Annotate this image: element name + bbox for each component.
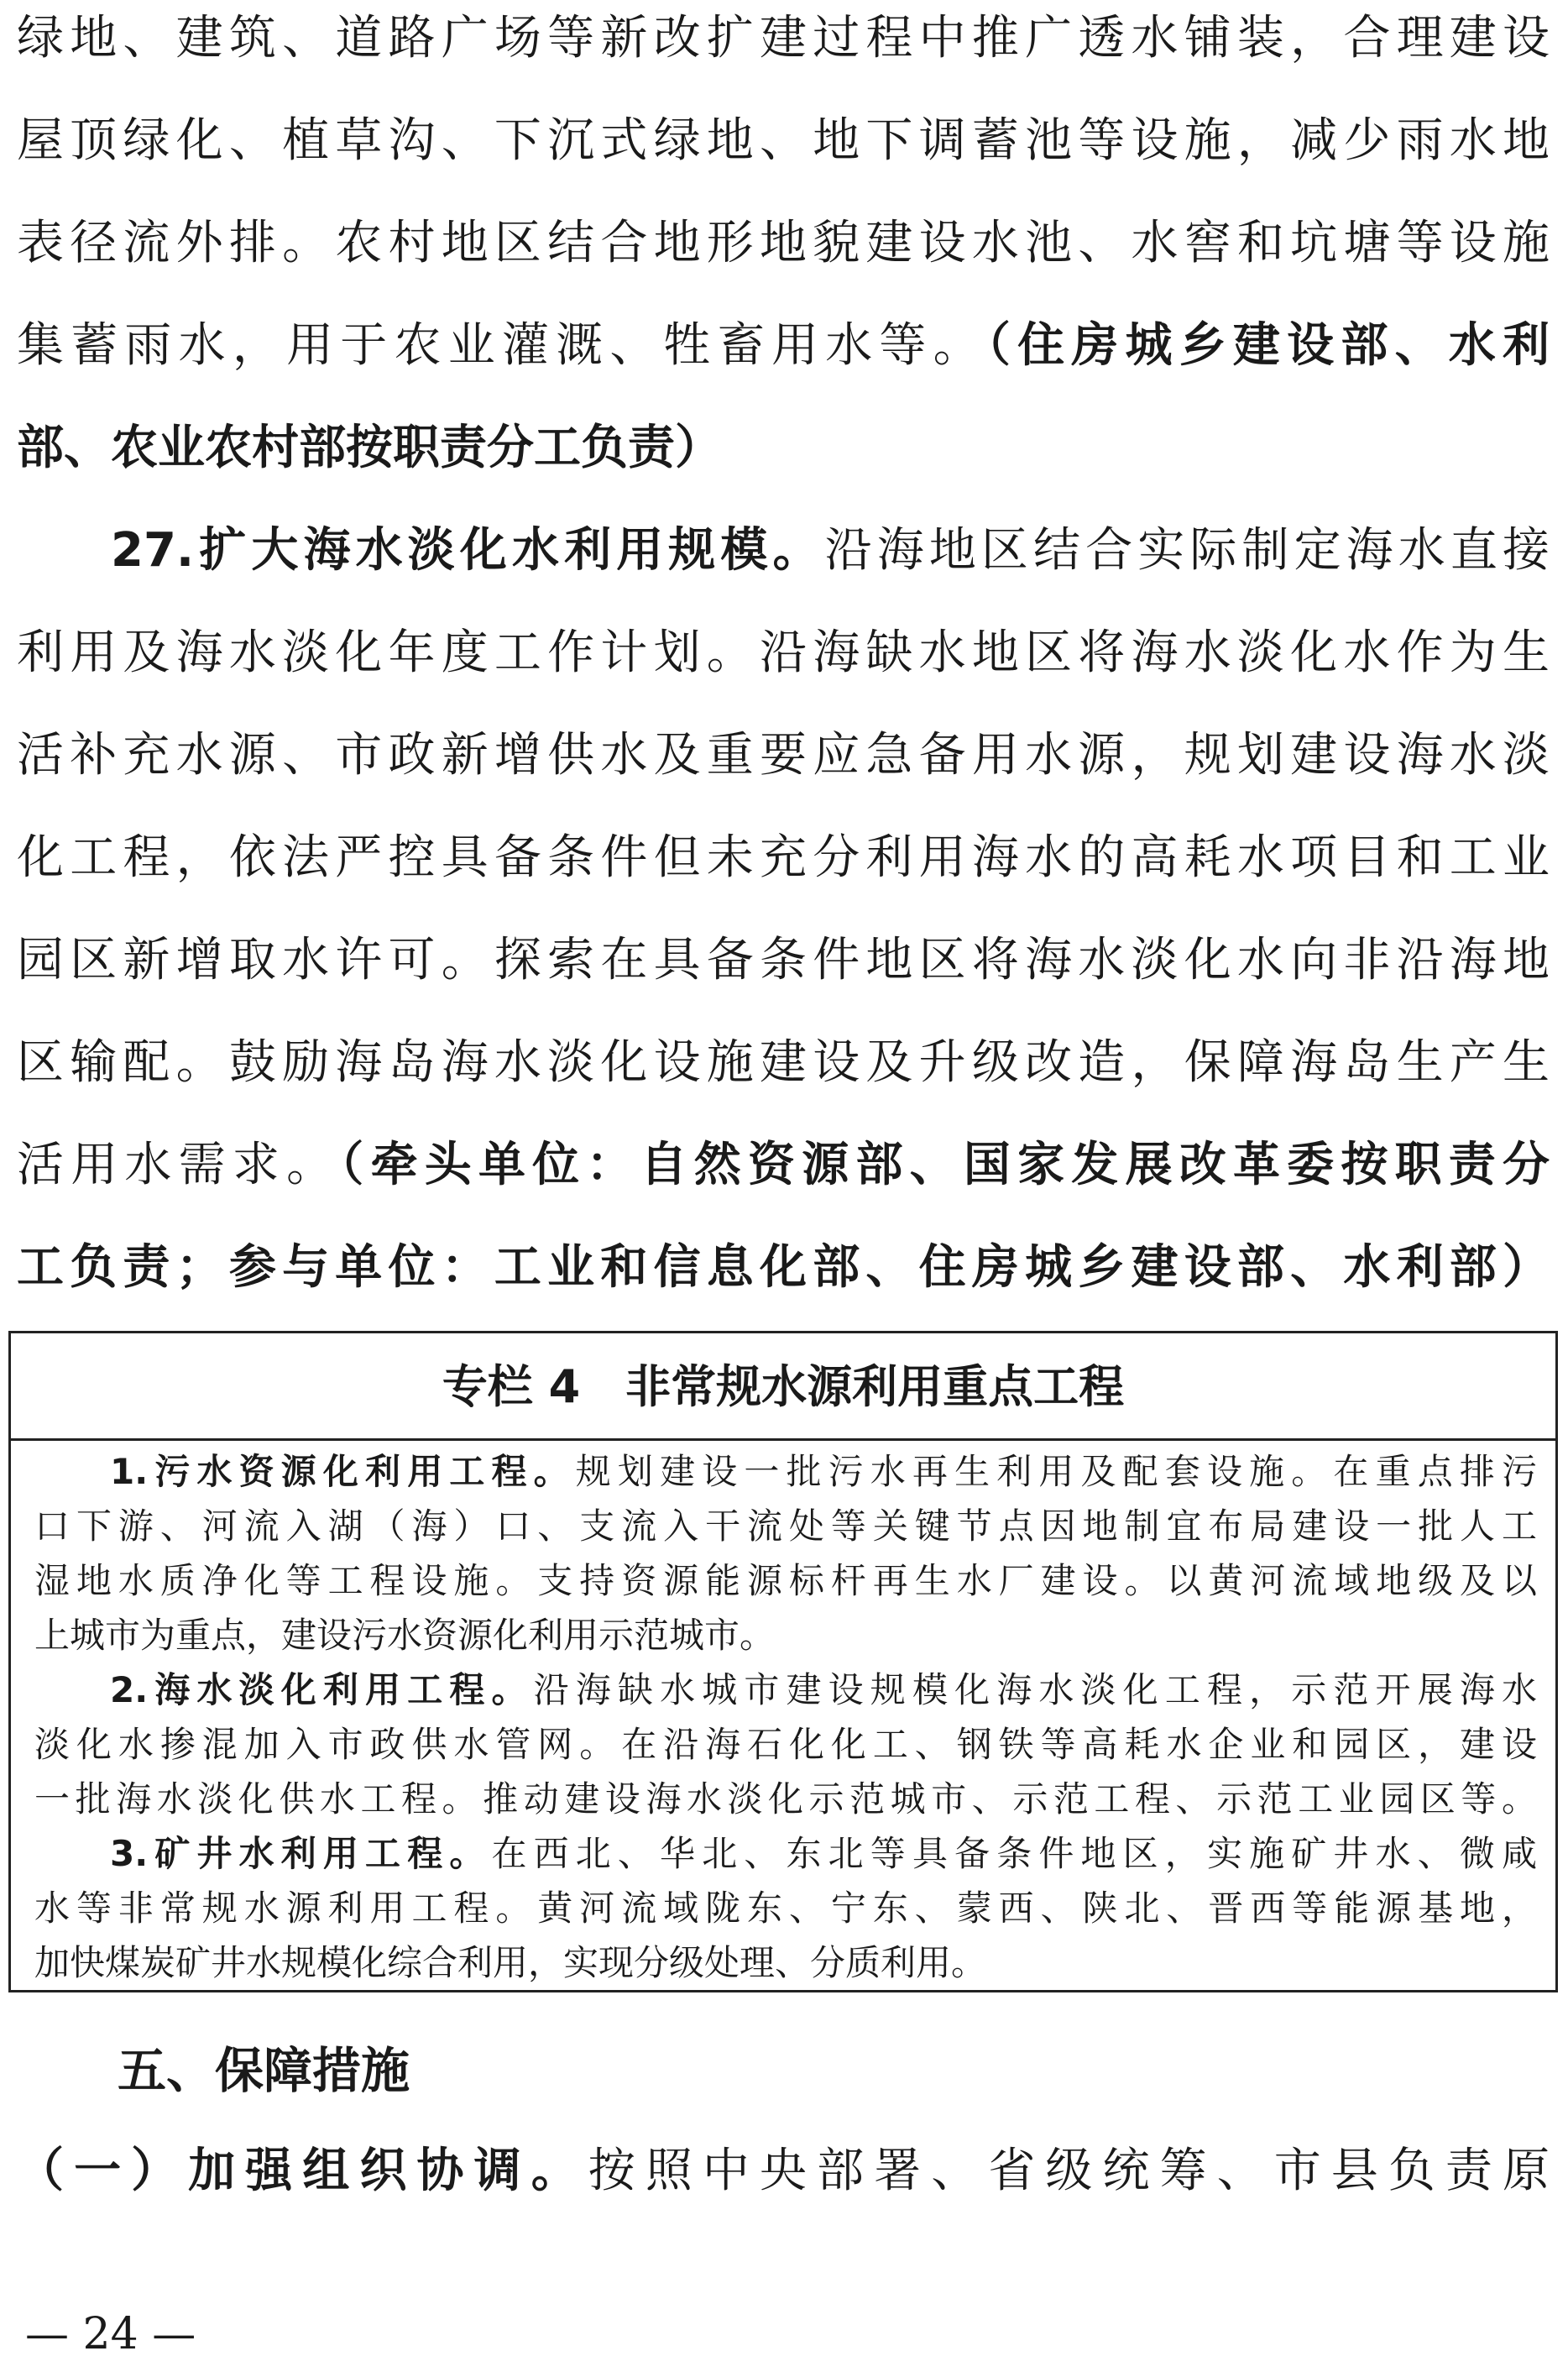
box-text: 沿海缺水城市建设规模化海水淡化工程，示范开展海水 xyxy=(533,1669,1537,1710)
box-text-line: 湿地水质净化等工程设施。支持资源能源标杆再生水厂建设。以黄河流域地级及以 xyxy=(34,1560,1537,1601)
body-text-line: 屋顶绿化、植草沟、下沉式绿地、地下调蓄池等设施，减少雨水地 xyxy=(17,113,1550,168)
box-item-2-first-line xyxy=(110,1668,1537,1713)
responsibility-note: 工负责；参与单位：工业和信息化部、住房城乡建设部、水利部） xyxy=(17,1240,1550,1295)
item-27-first-line xyxy=(111,512,1550,589)
page-number: — 24 — xyxy=(25,2309,196,2359)
box-item-1-first-line xyxy=(110,1449,1537,1495)
box-text-line: 一批海水淡化供水工程。推动建设海水淡化示范城市、示范工程、示范工业园区等。 xyxy=(34,1778,1537,1820)
responsibility-note: （住房城乡建设部、水利 xyxy=(986,318,1550,373)
body-text-line: 区输配。鼓励海岛海水淡化设施建设及升级改造，保障海岛生产生 xyxy=(17,1035,1550,1090)
responsibility-note: （牵头单位：自然资源部、国家发展改革委按职责分 xyxy=(340,1138,1550,1192)
item-27-title: 27.扩大海水淡化水利用规模。 xyxy=(111,523,825,578)
box-item-2-title: 2.海水淡化利用工程。 xyxy=(110,1669,534,1710)
body-text-line: 绿地、建筑、道路广场等新改扩建过程中推广透水铺装，合理建设 xyxy=(17,11,1550,65)
box-item-1-title: 1.污水资源化利用工程。 xyxy=(110,1451,576,1492)
body-text-line: 表径流外排。农村地区结合地形地貌建设水池、水窖和坑塘等设施 xyxy=(17,216,1550,270)
body-text-line: 利用及海水淡化年度工作计划。沿海缺水地区将海水淡化水作为生 xyxy=(17,626,1550,680)
subsection-first-line xyxy=(17,2133,1550,2210)
box-text-line: 口下游、河流入湖（海）口、支流入干流处等关键节点因地制宜布局建设一批人工 xyxy=(34,1505,1537,1547)
box-text-line: 加快煤炭矿井水规模化综合利用，实现分级处理、分质利用。 xyxy=(34,1942,987,1983)
subsection-title: （一）加强组织协调。 xyxy=(17,2144,588,2198)
box-text-line: 上城市为重点，建设污水资源化利用示范城市。 xyxy=(34,1615,776,1656)
box-item-3-title: 3.矿井水利用工程。 xyxy=(110,1833,492,1874)
body-text-line: 化工程，依法严控具备条件但未充分利用海水的高耗水项目和工业 xyxy=(17,830,1550,885)
body-text: 沿海地区结合实际制定海水直接 xyxy=(824,523,1550,578)
box-text: 在西北、华北、东北等具备条件地区，实施矿井水、微咸 xyxy=(491,1833,1537,1874)
section-heading: 五、保障措施 xyxy=(118,2042,410,2099)
column-box-title: 专栏 4 非常规水源利用重点工程 xyxy=(11,1333,1555,1441)
box-text: 规划建设一批污水再生利用及配套设施。在重点排污 xyxy=(575,1451,1537,1492)
body-text: 按照中央部署、省级统筹、市县负责原 xyxy=(588,2144,1550,2198)
column-box xyxy=(8,1331,1558,1992)
body-text: 集蓄雨水，用于农业灌溉、牲畜用水等。 xyxy=(17,318,987,373)
body-text-line: 园区新增取水许可。探索在具备条件地区将海水淡化水向非沿海地 xyxy=(17,933,1550,987)
body-text-line xyxy=(17,307,1550,385)
body-text: 活用水需求。 xyxy=(17,1138,341,1192)
box-item-3-first-line xyxy=(110,1831,1537,1877)
box-text-line: 淡化水掺混加入市政供水管网。在沿海石化化工、钢铁等高耗水企业和园区，建设 xyxy=(34,1724,1537,1765)
responsibility-note: 部、农业农村部按职责分工负责） xyxy=(17,421,722,475)
body-text-line xyxy=(17,1127,1550,1204)
box-text-line: 水等非常规水源利用工程。黄河流域陇东、宁东、蒙西、陕北、晋西等能源基地， xyxy=(34,1888,1537,1929)
body-text-line: 活补充水源、市政新增供水及重要应急备用水源，规划建设海水淡 xyxy=(17,728,1550,783)
